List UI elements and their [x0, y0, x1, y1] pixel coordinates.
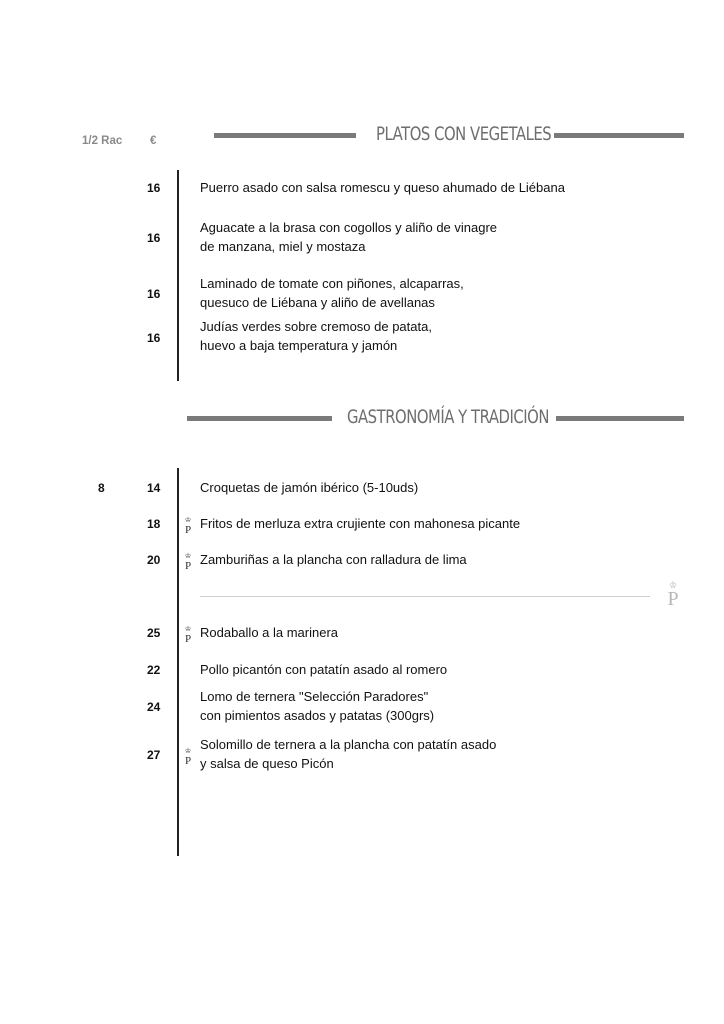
item-line: Fritos de merluza extra crujiente con mahonesa picante: [200, 516, 521, 531]
item-line: y salsa de queso Picón: [200, 756, 334, 771]
item-price: 16: [147, 331, 161, 345]
paradores-logo-icon: ♔ P: [667, 580, 679, 610]
item-price: 16: [147, 287, 161, 301]
section-bar-left: [187, 416, 332, 421]
item-price: 16: [147, 231, 161, 245]
section-vertical-rule: [177, 468, 179, 856]
section-vertical-rule: [177, 170, 179, 381]
item-description: [200, 514, 520, 533]
section-bar-right: [554, 133, 684, 138]
item-price: 20: [147, 553, 161, 567]
item-description: [200, 623, 338, 642]
half-portion-header: 1/2 Rac: [82, 135, 123, 147]
item-line: Pollo picantón con patatín asado al romero: [200, 662, 448, 677]
item-description: [200, 735, 496, 773]
item-description: [200, 687, 434, 725]
item-line: quesuco de Liébana y aliño de avellanas: [200, 295, 435, 310]
item-description: [200, 660, 447, 679]
section-bar-left: [214, 133, 356, 138]
item-price: 14: [147, 481, 161, 495]
item-price: 18: [147, 517, 161, 531]
divider: [200, 596, 650, 597]
item-line: Lomo de ternera "Selección Paradores": [200, 689, 429, 704]
item-price: 22: [147, 663, 161, 677]
item-price: 16: [147, 181, 161, 195]
section-title-vegetales: PLATOS CON VEGETALES: [376, 123, 552, 145]
item-price: 27: [147, 748, 161, 762]
paradores-p-crown-icon: ♔ P: [184, 516, 192, 536]
item-description: [200, 550, 467, 569]
item-line: Puerro asado con salsa romescu y queso ahumado de Liébana: [200, 180, 565, 195]
item-price: 25: [147, 626, 161, 640]
item-description: [200, 274, 464, 312]
item-line: Rodaballo a la marinera: [200, 625, 339, 640]
price-header: €: [150, 135, 157, 147]
item-line: Judías verdes sobre cremoso de patata,: [200, 319, 432, 334]
item-line: Solomillo de ternera a la plancha con patatín asado: [200, 737, 497, 752]
section-title-gastronomia: GASTRONOMÍA Y TRADICIÓN: [347, 406, 549, 428]
item-price: 24: [147, 700, 161, 714]
item-description: [200, 178, 565, 197]
paradores-p-crown-icon: ♔ P: [184, 552, 192, 572]
item-half-price: 8: [98, 481, 105, 495]
paradores-p-crown-icon: ♔ P: [184, 625, 192, 645]
section-bar-right: [556, 416, 684, 421]
item-description: [200, 317, 432, 355]
item-line: Zamburiñas a la plancha con ralladura de lima: [200, 552, 467, 567]
item-line: de manzana, miel y mostaza: [200, 239, 366, 254]
paradores-p-crown-icon: ♔ P: [184, 747, 192, 767]
item-line: Aguacate a la brasa con cogollos y aliño de vinagre: [200, 220, 498, 235]
item-line: Laminado de tomate con piñones, alcaparras,: [200, 276, 464, 291]
item-line: huevo a baja temperatura y jamón: [200, 338, 398, 353]
item-line: Croquetas de jamón ibérico (5-10uds): [200, 480, 419, 495]
item-description: [200, 478, 418, 497]
item-line: con pimientos asados y patatas (300grs): [200, 708, 435, 723]
item-description: [200, 218, 497, 256]
